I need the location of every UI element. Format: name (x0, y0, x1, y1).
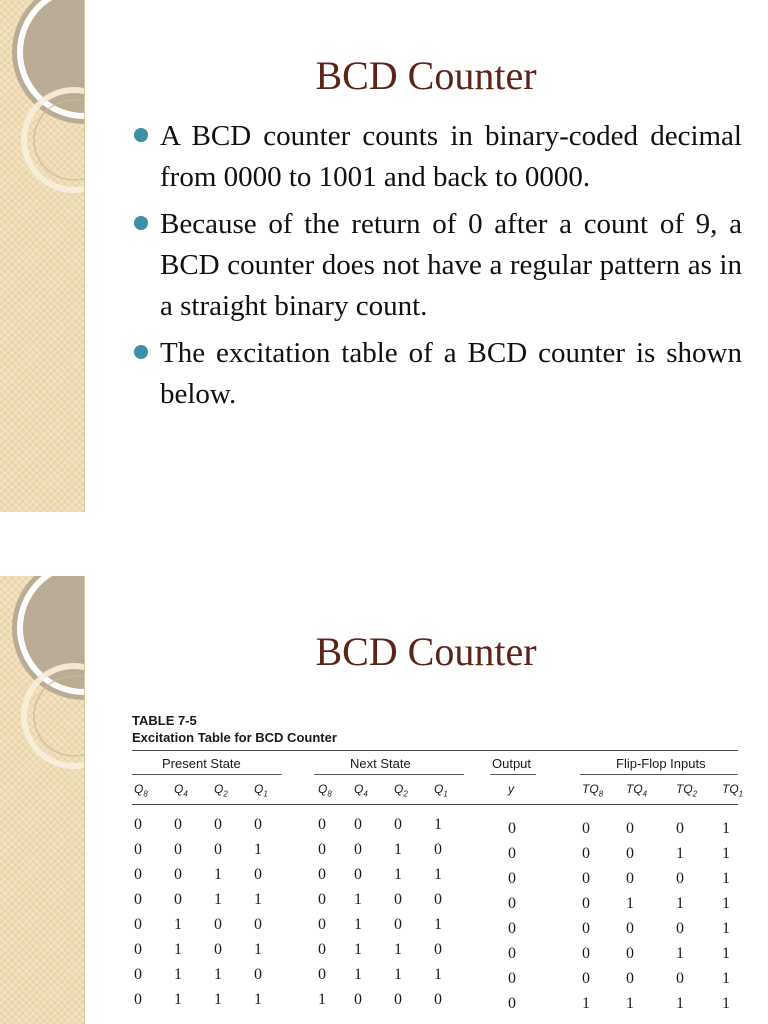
column-header: $Q_4$ (174, 782, 188, 799)
table-cell: 0 (214, 941, 222, 958)
table-cell: 1 (434, 866, 442, 883)
table-cell: 0 (508, 995, 516, 1012)
table-cell: 1 (722, 895, 730, 912)
table-cell: 1 (626, 895, 634, 912)
table-cell: 1 (174, 916, 182, 933)
table-cell: 0 (508, 820, 516, 837)
table-cell: 1 (722, 945, 730, 962)
bullet-icon (134, 345, 148, 359)
table-cell: 0 (134, 991, 142, 1008)
table-top-rule (132, 750, 738, 751)
table-cell: 1 (722, 920, 730, 937)
table-cell: 0 (508, 945, 516, 962)
table-cell: 0 (318, 891, 326, 908)
table-cell: 0 (134, 966, 142, 983)
table-cell: 0 (508, 970, 516, 987)
table-cell: 0 (354, 841, 362, 858)
table-cell: 0 (254, 866, 262, 883)
table-cell: 0 (214, 841, 222, 858)
slide-separator (0, 512, 768, 576)
table-cell: 1 (722, 870, 730, 887)
table-cell: 0 (582, 920, 590, 937)
column-group-header: Flip-Flop Inputs (616, 756, 706, 771)
table-cell: 1 (626, 995, 634, 1012)
table-cell: 0 (582, 945, 590, 962)
table-cell: 0 (214, 916, 222, 933)
column-group-header: Next State (350, 756, 411, 771)
table-cell: 1 (434, 966, 442, 983)
table-cell: 0 (354, 816, 362, 833)
table-cell: 1 (254, 891, 262, 908)
decorative-circles-icon (0, 0, 84, 512)
table-cell: 1 (676, 845, 684, 862)
table-cell: 0 (626, 870, 634, 887)
table-cell: 0 (508, 920, 516, 937)
table-cell: 1 (582, 995, 590, 1012)
table-cell: 0 (508, 845, 516, 862)
table-cell: 0 (626, 970, 634, 987)
column-header: $Q_1$ (434, 782, 448, 799)
table-cell: 0 (174, 891, 182, 908)
table-cell: 0 (394, 891, 402, 908)
bullet-text: Because of the return of 0 after a count of 9, a BCD counter does not have a regular pattern as in a straight binary count. (160, 208, 742, 322)
slide-2 (0, 576, 768, 1024)
table-cell: 1 (254, 941, 262, 958)
column-group-header: Present State (162, 756, 241, 771)
table-cell: 1 (214, 991, 222, 1008)
table-cell: 0 (626, 920, 634, 937)
column-header: $TQ_2$ (676, 782, 698, 799)
table-cell: 0 (582, 970, 590, 987)
table-cell: 0 (318, 941, 326, 958)
table-cell: 0 (582, 895, 590, 912)
decorative-side-rail (0, 576, 85, 1024)
table-cell: 0 (508, 870, 516, 887)
table-cell: 0 (134, 816, 142, 833)
table-cell: 0 (214, 816, 222, 833)
table-body (132, 746, 742, 1024)
table-cell: 1 (174, 966, 182, 983)
bullet-item (132, 116, 742, 198)
table-cell: 1 (722, 845, 730, 862)
table-cell: 0 (134, 941, 142, 958)
decorative-circles-icon (0, 576, 84, 1024)
column-header: y (508, 782, 514, 796)
table-cell: 1 (434, 816, 442, 833)
table-cell: 0 (626, 945, 634, 962)
bullet-text: The excitation table of a BCD counter is shown below. (160, 337, 742, 410)
column-header: $TQ_1$ (722, 782, 744, 799)
excitation-table (132, 712, 742, 1024)
group-underline (132, 774, 282, 775)
table-cell: 0 (134, 916, 142, 933)
bullet-icon (134, 216, 148, 230)
table-cell: 0 (254, 816, 262, 833)
table-cell: 0 (676, 870, 684, 887)
table-cell: 0 (676, 920, 684, 937)
column-header: $Q_2$ (214, 782, 228, 799)
table-cell: 0 (174, 866, 182, 883)
table-cell: 1 (174, 991, 182, 1008)
table-cell: 0 (626, 820, 634, 837)
table-cell: 0 (318, 916, 326, 933)
table-cell: 1 (354, 891, 362, 908)
table-cell: 0 (254, 916, 262, 933)
table-cell: 1 (354, 941, 362, 958)
bullet-text: A BCD counter counts in binary-coded decimal from 0000 to 1001 and back to 0000. (160, 120, 742, 193)
column-header: $TQ_4$ (626, 782, 648, 799)
table-cell: 1 (676, 945, 684, 962)
table-cell: 0 (394, 916, 402, 933)
table-cell: 0 (134, 891, 142, 908)
table-cell: 0 (134, 841, 142, 858)
table-cell: 1 (214, 891, 222, 908)
slide-title: BCD Counter (315, 629, 537, 674)
column-header: $Q_8$ (134, 782, 148, 799)
decorative-side-rail (0, 0, 85, 512)
group-underline (580, 774, 738, 775)
table-cell: 0 (394, 991, 402, 1008)
table-cell: 0 (318, 966, 326, 983)
column-header: $TQ_8$ (582, 782, 604, 799)
table-cell: 1 (254, 991, 262, 1008)
table-cell: 0 (394, 816, 402, 833)
table-cell: 0 (434, 991, 442, 1008)
header-rule (132, 804, 738, 805)
column-header: $Q_4$ (354, 782, 368, 799)
table-cell: 1 (434, 916, 442, 933)
table-cell: 0 (354, 991, 362, 1008)
bullet-icon (134, 128, 148, 142)
table-cell: 1 (214, 866, 222, 883)
column-header: $Q_2$ (394, 782, 408, 799)
column-group-header: Output (492, 756, 532, 771)
table-cell: 0 (676, 970, 684, 987)
table-cell: 0 (318, 816, 326, 833)
table-cell: 0 (318, 841, 326, 858)
table-cell: 1 (354, 966, 362, 983)
table-cell: 1 (676, 995, 684, 1012)
table-cell: 1 (214, 966, 222, 983)
column-header: $Q_1$ (254, 782, 268, 799)
table-caption: Excitation Table for BCD Counter (132, 730, 337, 745)
table-cell: 0 (174, 816, 182, 833)
table-cell: 1 (394, 941, 402, 958)
table-cell: 1 (394, 866, 402, 883)
group-underline (314, 774, 464, 775)
group-underline (490, 774, 536, 775)
column-header: $Q_8$ (318, 782, 332, 799)
table-cell: 0 (582, 845, 590, 862)
table-cell: 0 (582, 870, 590, 887)
slide-title: BCD Counter (315, 53, 537, 98)
table-cell: 1 (676, 895, 684, 912)
table-cell: 0 (134, 866, 142, 883)
table-cell: 1 (722, 820, 730, 837)
table-cell: 0 (434, 891, 442, 908)
table-cell: 1 (394, 966, 402, 983)
table-cell: 1 (394, 841, 402, 858)
table-cell: 0 (174, 841, 182, 858)
table-cell: 0 (254, 966, 262, 983)
table-cell: 0 (508, 895, 516, 912)
table-cell: 0 (318, 866, 326, 883)
table-cell: 1 (722, 970, 730, 987)
table-cell: 1 (354, 916, 362, 933)
bullet-item (132, 333, 742, 415)
table-number: TABLE 7-5 (132, 713, 197, 728)
table-cell: 0 (626, 845, 634, 862)
bullet-item (132, 204, 742, 327)
bullet-list (132, 116, 742, 421)
table-cell: 0 (676, 820, 684, 837)
table-cell: 1 (318, 991, 326, 1008)
table-cell: 1 (722, 995, 730, 1012)
table-cell: 0 (434, 841, 442, 858)
table-cell: 0 (582, 820, 590, 837)
table-cell: 1 (174, 941, 182, 958)
table-cell: 1 (254, 841, 262, 858)
table-cell: 0 (354, 866, 362, 883)
table-cell: 0 (434, 941, 442, 958)
